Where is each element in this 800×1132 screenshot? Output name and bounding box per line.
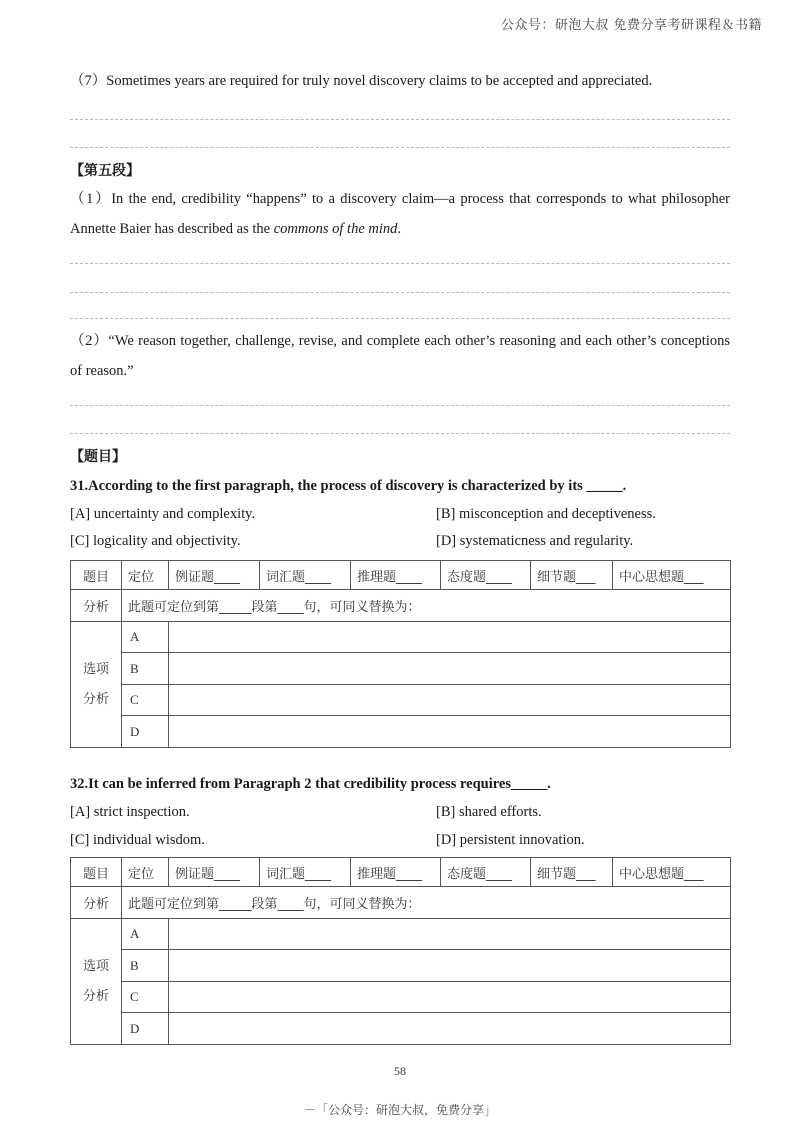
option-b-analysis[interactable] <box>169 950 731 982</box>
option-letter-d: D <box>122 1013 169 1045</box>
option-d-analysis[interactable] <box>169 716 731 748</box>
label-fenxi: 分析 <box>71 590 122 622</box>
label-ti: 题目 <box>71 858 122 887</box>
locate-text: 此题可定位到第_____段第____句，可同义替换为： <box>122 887 731 919</box>
label-ti: 题目 <box>71 561 122 590</box>
answer-line <box>70 433 730 434</box>
q31-option-b: [B] misconception and deceptiveness. <box>436 506 656 522</box>
type-inference: 推理题____ <box>351 561 441 590</box>
answer-line <box>70 147 730 148</box>
q32-option-c: [C] individual wisdom. <box>70 832 205 848</box>
sentence-5-1: （1）In the end, credibility “happens” to a discovery claim—a process that corresponds to what philosopher Annette Baier has described as the commons of the mind. <box>70 191 730 237</box>
type-example: 例证题____ <box>169 858 260 887</box>
page-header: 公众号：研泡大叔 免费分享考研课程＆书籍 <box>500 18 762 33</box>
option-d-analysis[interactable] <box>169 1013 731 1045</box>
answer-line <box>70 405 730 406</box>
sentence-5-2: （2）“We reason together, challenge, revise, and complete each other’s reasoning and each other’s conceptions of reason.” <box>70 333 730 379</box>
page-footer: －「公众号：研泡大叔，免费分享」 <box>303 1103 496 1117</box>
type-vocab: 词汇题____ <box>260 561 351 590</box>
q31-option-c: [C] logicality and objectivity. <box>70 533 241 549</box>
label-option-analysis: 选项 分析 <box>71 919 122 1045</box>
locate-text: 此题可定位到第_____段第____句，可同义替换为： <box>122 590 731 622</box>
italic-phrase: commons of the mind <box>273 221 398 237</box>
answer-line <box>70 263 730 264</box>
label-locate: 定位 <box>122 561 169 590</box>
q31-option-a: [A] uncertainty and complexity. <box>70 506 256 522</box>
q32-option-d: [D] persistent innovation. <box>436 832 585 848</box>
type-detail: 细节题___ <box>531 858 613 887</box>
q31-title: 31.According to the first paragraph, the process of discovery is characterized by its _____. <box>70 478 627 494</box>
option-letter-c: C <box>122 685 169 716</box>
type-inference: 推理题____ <box>351 858 441 887</box>
option-letter-a: A <box>122 622 169 653</box>
option-letter-b: B <box>122 653 169 685</box>
sentence-4-7: （7）Sometimes years are required for truly novel discovery claims to be accepted and appreciated. <box>70 73 653 89</box>
option-letter-c: C <box>122 982 169 1013</box>
option-letter-b: B <box>122 950 169 982</box>
type-vocab: 词汇题____ <box>260 858 351 887</box>
label-locate: 定位 <box>122 858 169 887</box>
q32-option-a: [A] strict inspection. <box>70 804 190 820</box>
type-detail: 细节题___ <box>531 561 613 590</box>
answer-line <box>70 119 730 120</box>
label-option-analysis: 选项 分析 <box>71 622 122 748</box>
option-letter-a: A <box>122 919 169 950</box>
section-5-heading: 【第五段】 <box>70 163 140 179</box>
type-main-idea: 中心思想题___ <box>613 561 731 590</box>
q32-option-b: [B] shared efforts. <box>436 804 542 820</box>
answer-line <box>70 292 730 293</box>
q32-title: 32.It can be inferred from Paragraph 2 that credibility process requires_____. <box>70 776 551 792</box>
option-b-analysis[interactable] <box>169 653 731 685</box>
q32-analysis-table <box>70 857 731 1045</box>
type-main-idea: 中心思想题___ <box>613 858 731 887</box>
option-c-analysis[interactable] <box>169 685 731 716</box>
option-a-analysis[interactable] <box>169 919 731 950</box>
type-example: 例证题____ <box>169 561 260 590</box>
option-a-analysis[interactable] <box>169 622 731 653</box>
q31-analysis-table <box>70 560 731 748</box>
questions-heading: 【题目】 <box>70 449 126 465</box>
option-letter-d: D <box>122 716 169 748</box>
type-attitude: 态度题____ <box>441 561 531 590</box>
option-c-analysis[interactable] <box>169 982 731 1013</box>
type-attitude: 态度题____ <box>441 858 531 887</box>
label-fenxi: 分析 <box>71 887 122 919</box>
q31-option-d: [D] systematicness and regularity. <box>436 533 634 549</box>
page-number: 58 <box>394 1064 406 1078</box>
answer-line <box>70 318 730 319</box>
